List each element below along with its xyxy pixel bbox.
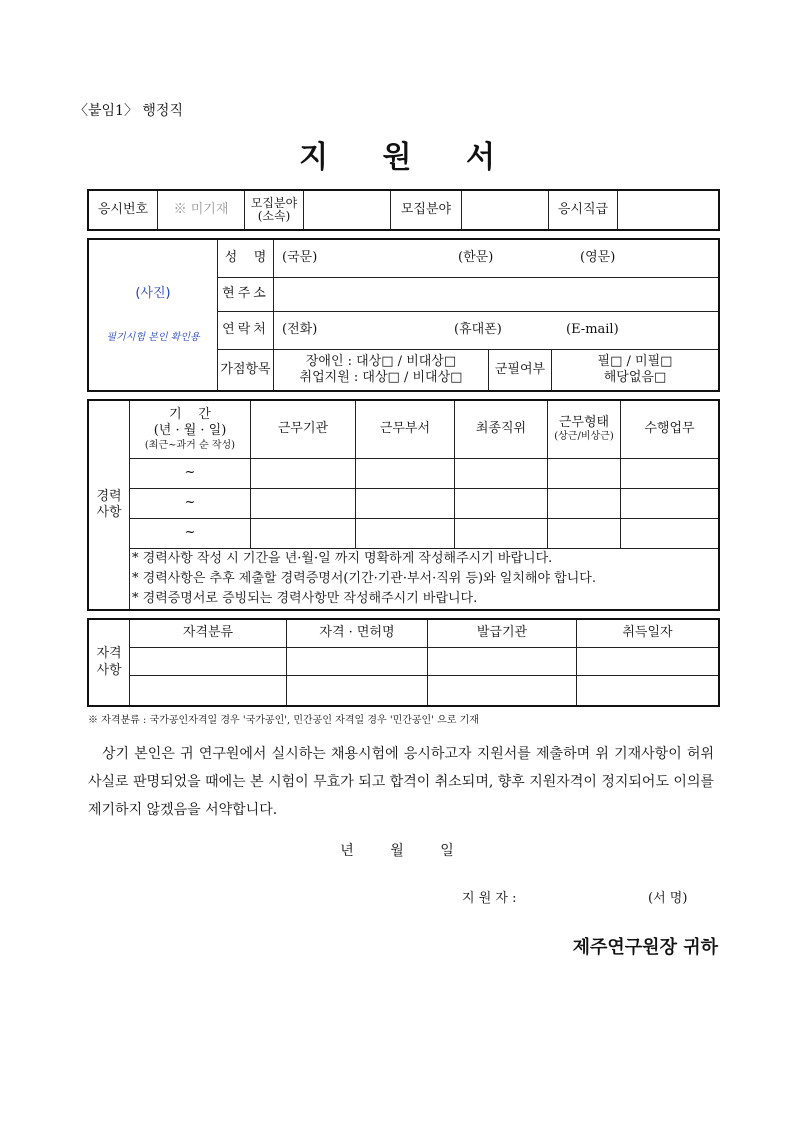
career-table [88,400,719,610]
license-col-category: 자격분류 [130,620,287,648]
career-cell[interactable] [356,489,455,519]
career-side-label: 경력 사항 [89,401,130,610]
career-cell[interactable] [548,459,621,489]
date-month: 월 [390,843,404,859]
title-char-1: 지 [299,140,329,175]
license-cell[interactable] [287,648,428,676]
personal-table [88,239,719,391]
license-cell[interactable] [577,676,719,706]
license-cell[interactable] [428,676,577,706]
career-cell[interactable] [548,519,621,549]
name-kor-label: (국문) [282,250,318,266]
signature-label: (서 명) [648,891,688,906]
grade-label: 응시직급 [549,191,618,230]
career-note-3: * 경력증명서로 증빙되는 경력사항만 작성해주시기 바랍니다. [132,591,478,607]
document-title [0,132,794,176]
bonus-disability[interactable]: 장애인 : 대상□ / 비대상□ [305,353,457,369]
career-period-cell[interactable]: ~ [130,489,251,519]
career-cell[interactable] [251,519,356,549]
field-label: 모집분야 [391,191,462,230]
contact-label: 연락처 [218,312,274,350]
military-label: 군필여부 [489,350,552,391]
career-period-cell[interactable]: ~ [130,519,251,549]
career-cell[interactable] [621,459,719,489]
career-row [89,489,719,519]
field-affiliation-label [245,191,304,230]
career-cell[interactable] [455,519,548,549]
career-cell[interactable] [455,459,548,489]
career-col-duty: 수행업무 [621,401,719,459]
header-table [88,190,719,230]
exam-no-label: 응시번호 [89,191,158,230]
license-cell[interactable] [577,648,719,676]
name-eng-label: (영문) [580,250,616,266]
address-label: 현주소 [218,278,274,312]
career-note-1: * 경력사항 작성 시 기간을 년·월·일 까지 명확하게 작성해주시기 바랍니다. [132,551,553,566]
career-cell[interactable] [621,489,719,519]
name-input[interactable] [274,240,719,278]
applicant-label: 지 원 자 : [462,891,517,906]
career-cell[interactable] [356,519,455,549]
license-cell[interactable] [428,648,577,676]
field-affiliation-input[interactable] [304,191,391,230]
career-col-org: 근무기관 [251,401,356,459]
license-cell[interactable] [130,676,287,706]
career-period-cell[interactable]: ~ [130,459,251,489]
license-cell[interactable] [287,676,428,706]
license-footnote: ※ 자격분류 : 국가공인자격일 경우 '국가공인', 민간공인 자격일 경우 '민간공인' 으로 기재 [88,715,479,726]
license-table [88,619,719,706]
bonus-employment-support[interactable]: 취업지원 : 대상□ / 비대상□ [299,370,463,385]
bonus-options[interactable] [274,350,489,391]
license-row [89,648,719,676]
license-col-name: 자격 · 면허명 [287,620,428,648]
date-line [0,840,794,860]
period-format: (년 · 월 · 일) [153,423,227,439]
address-input[interactable] [274,278,719,312]
field-affiliation-line-2: (소속) [257,209,291,223]
license-side-label: 자격 사항 [89,620,130,706]
career-cell[interactable] [621,519,719,549]
license-row [89,676,719,706]
career-cell[interactable] [455,489,548,519]
career-cell[interactable] [251,459,356,489]
career-cell[interactable] [251,489,356,519]
career-col-dept: 근무부서 [356,401,455,459]
photo-note: 필기시험 본인 확인용 [106,331,200,343]
phone-label: (전화) [282,322,318,338]
career-col-type [548,401,621,459]
pledge-text: 상기 본인은 귀 연구원에서 실시하는 채용시험에 응시하고자 지원서를 제출하며 위 기재사항이 허위사실로 판명되었을 때에는 본 시험이 무효가 되고 합격이 취소되며, 향후 지원자격이 정지되어도 이의를 제기하지 않겠음을 서약합니다. [88,746,714,818]
field-input[interactable] [462,191,549,230]
photo-label: (사진) [135,285,171,301]
addressee: 제주연구원장 귀하 [572,937,718,958]
license-col-issuer: 발급기관 [428,620,577,648]
military-options[interactable] [552,350,719,391]
field-affiliation-line-1: 모집분야 [250,195,298,210]
military-done-undone[interactable]: 필□ / 미필□ [597,353,673,369]
career-type-options: (상근/비상근) [554,431,614,443]
career-cell[interactable] [548,489,621,519]
email-label: (E-mail) [566,322,619,338]
contact-input[interactable] [274,312,719,350]
military-not-applicable[interactable]: 해당없음□ [603,370,667,385]
period-title: 기 간 [169,407,211,422]
name-label: 성 명 [218,240,274,278]
date-year: 년 [340,843,354,859]
name-han-label: (한문) [458,250,494,266]
career-row [89,519,719,549]
career-note-2: * 경력사항은 추후 제출할 경력증명서(기간·기관·부서·직위 등)와 일치해야 합니다. [132,571,596,587]
career-row [89,459,719,489]
bonus-label: 가점항목 [218,350,274,391]
career-col-position: 최종직위 [455,401,548,459]
career-notes [130,549,719,610]
grade-input[interactable] [618,191,719,230]
title-char-3: 서 [465,140,495,175]
title-char-2: 원 [382,140,412,175]
attachment-label: 〈붙임1〉 행정직 [74,103,183,119]
date-day: 일 [440,843,454,859]
license-col-date: 취득일자 [577,620,719,648]
period-order-note: (최근~과거 순 작성) [144,439,236,451]
period-header [130,401,251,459]
career-type-title: 근무형태 [558,415,610,431]
exam-no-value: ※ 미기재 [158,191,245,230]
mobile-label: (휴대폰) [454,322,502,338]
career-cell[interactable] [356,459,455,489]
photo-box[interactable] [89,240,218,391]
license-cell[interactable] [130,648,287,676]
